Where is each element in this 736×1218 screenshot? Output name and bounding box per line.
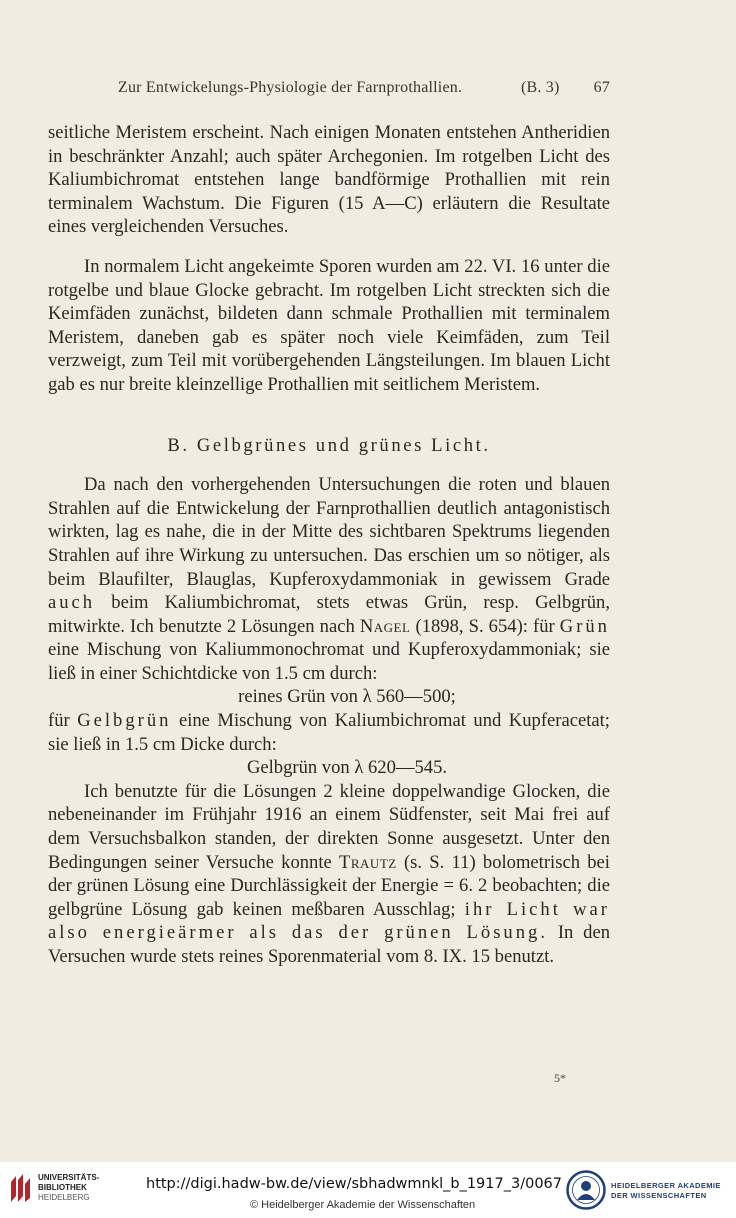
academy-seal-icon: [566, 1170, 606, 1210]
running-head-title: Zur Entwickelungs-Physiologie der Farnprothallien.: [118, 79, 463, 96]
paragraph-4-rest: eine Mischung von Kaliumbichromat und Kupferacetat; sie ließ in 1.5 cm Dicke durch:: [48, 710, 610, 755]
paragraph-3-part-d: eine Mischung von Kaliummonochromat und Kupferoxydammoniak; sie ließ in einer Schichtdicke von 1.5 cm durch:: [48, 639, 610, 684]
paragraph-2: In normalem Licht angekeimte Sporen wurden am 22. VI. 16 unter die rotgelbe und blaue Glocke gebracht. Im rotgelben Licht streckten sich die Keimfäden zunächst, bildeten dann schmale Prothallien mit terminalem Meristem, daneben gab es später noch viele Keimfäden, zum Teil verzweigt, zum Teil mit vorübergehenden Längsteilungen. Im blauen Licht gab es nur breite kleinzellige Prothallien mit seitlichem Meristem.: [48, 255, 610, 395]
paragraph-3-part-a: Da nach den vorhergehenden Untersuchungen die roten und blauen Strahlen auf die Entwickelung der Farnprothallien deutlich antagonistisch wirkten, lag es nahe, die in der Mitte des sichtbaren Spektrums liegenden Strahlen auf ihre Wirkung zu untersuchen. Das erschien um so nötiger, als beim Blaufilter, Blauglas, Kupferoxydammoniak in gewissem Grade: [48, 474, 610, 590]
paragraph-3: [48, 473, 610, 685]
permalink-url[interactable]: http://digi.hadw-bw.de/view/sbhadwmnkl_b_1917_3/0067: [146, 1176, 562, 1192]
author-trautz: Trautz: [339, 851, 397, 873]
paragraph-4-fuer: für: [48, 710, 70, 732]
page-number: 67: [593, 79, 610, 96]
paragraph-5-part-a: Ich benutzte für die Lösungen 2 kleine doppelwandige Glocken, die nebeneinander im Frühjahr 1916 an einem Südfenster, seit Mai frei auf dem Versuchsbalkon standen, der direkten Sonne ausgesetzt. Unter den Bedingungen seiner Versuche konnte: [48, 780, 610, 873]
paragraph-3-part-c: (1898, S. 654): für: [415, 615, 555, 637]
paragraph-4: [48, 709, 610, 756]
printer-signature: 5*: [554, 1071, 566, 1085]
formula-yellowgreen: Gelbgrün von λ 620—545.: [246, 757, 448, 779]
emphasis-gelbgruen: Gelbgrün: [77, 710, 172, 732]
paragraph-5-part-c: In den Versuchen wurde stets reines Sporenmaterial vom 8. IX. 15 benutzt.: [48, 922, 611, 967]
paragraph-1: seitliche Meristem erscheint. Nach einigen Monaten entstehen Antheridien in beschränkter Anzahl; auch später Archegonien. Im rotgelben Licht des Kaliumbichromat entstehen lange bandförmige Prothallien mit rein terminalem Wachstum. Die Figuren (15 A—C) erläutern die Resultate eines vergleichenden Versuches.: [48, 122, 610, 238]
paragraph-5: [48, 780, 610, 969]
emphasis-auch: auch: [48, 592, 96, 614]
academy-logo[interactable]: [566, 1170, 731, 1212]
paragraph-5-part-b: (s. S. 11) bolometrisch bei der grünen Lösung eine Durchlässigkeit der Energie = 6. 2 beobachten; die gelbgrüne Lösung gab keinen meßbaren Ausschlag;: [48, 851, 610, 920]
running-head-section: (B. 3): [521, 79, 560, 96]
author-nagel: Nagel: [359, 615, 411, 637]
formula-green: reines Grün von λ 560—500;: [238, 686, 456, 708]
emphasis-gruen: Grün: [559, 615, 610, 637]
copyright-notice: © Heidelberger Akademie der Wissenschaften: [250, 1199, 476, 1211]
body-text: [48, 121, 610, 969]
university-library-logo[interactable]: [8, 1168, 138, 1212]
library-mark-icon: [8, 1172, 34, 1206]
digitization-footer: [0, 1162, 736, 1218]
paragraph-3-part-b: beim Kaliumbichromat, stets etwas Grün, resp. Gelbgrün, mitwirkte. Ich benutzte 2 Lösungen nach: [48, 592, 610, 637]
section-heading: B. Gelbgrünes und grünes Licht.: [167, 434, 491, 456]
emphasis-conclusion: ihr Licht war also energieärmer als das der grünen Lösung.: [48, 898, 610, 944]
library-name: UNIVERSITÄTS- BIBLIOTHEK HEIDELBERG: [38, 1173, 100, 1202]
academy-name: HEIDELBERGER AKADEMIE DER WISSENSCHAFTEN: [611, 1181, 721, 1200]
